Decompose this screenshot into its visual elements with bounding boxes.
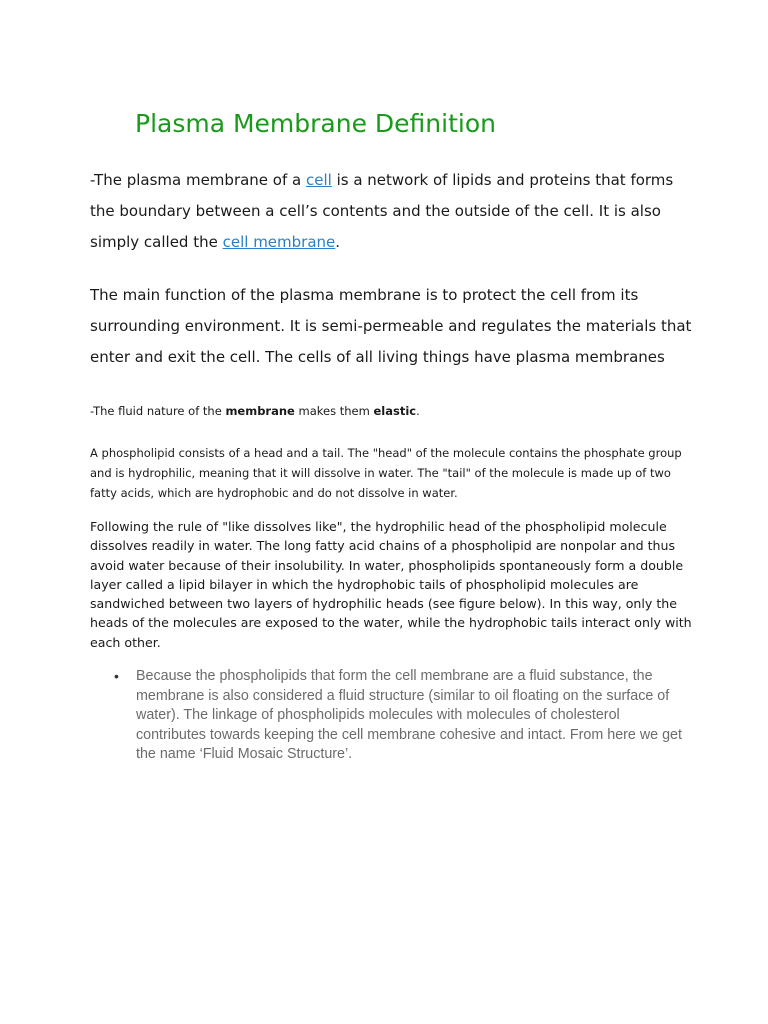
intro-paragraph bbox=[90, 165, 702, 258]
fluid-note bbox=[90, 400, 420, 422]
bullet-list bbox=[90, 667, 690, 765]
fluid-note-suffix: . bbox=[416, 404, 420, 418]
phospholipid-paragraph: A phospholipid consists of a head and a tail. The "head" of the molecule contains the phosphate group and is hydrophilic, meaning that it will dissolve in water. The "tail" of the molecule is made up of two fatty acids, which are hydrophobic and do not dissolve in water. bbox=[90, 446, 682, 500]
intro-prefix: -The plasma membrane of a bbox=[90, 171, 306, 189]
bullet-dot-icon: • bbox=[114, 668, 119, 684]
cell-membrane-link[interactable]: cell membrane bbox=[222, 233, 336, 251]
fluid-note-membrane: membrane bbox=[225, 404, 295, 418]
intro-suffix: . bbox=[335, 233, 341, 251]
bilayer-paragraph: Following the rule of "like dissolves like", the hydrophilic head of the phospholipid molecule dissolves readily in water. The long fatty acid chains of a phospholipid are nonpolar and thus avoid water because of their insolubility. In water, phospholipids spontaneously form a double layer called a lipid bilayer in which the hydrophobic tails of phospholipid molecules are sandwiched between two layers of hydrophilic heads (see figure below). In this way, only the heads of the molecules are exposed to the water, while the hydrophobic tails interact only with each other. bbox=[90, 519, 692, 650]
fluid-note-elastic: elastic bbox=[373, 404, 417, 418]
function-paragraph: The main function of the plasma membrane is to protect the cell from its surrounding environment. It is semi-permeable and regulates the materials that enter and exit the cell. The cells of all living things have plasma membranes bbox=[90, 286, 692, 366]
intro-middle: is a network of lipids and proteins that forms the boundary between a cell’s contents and the outside of the cell. It is also simply called the bbox=[90, 171, 674, 251]
page-title: Plasma Membrane Definition bbox=[135, 109, 496, 138]
fluid-note-prefix: -The fluid nature of the bbox=[90, 404, 226, 418]
fluid-note-middle: makes them bbox=[294, 404, 374, 418]
cell-link[interactable]: cell bbox=[306, 171, 332, 189]
list-item-text: Because the phospholipids that form the cell membrane are a fluid substance, the membrane is also considered a fluid structure (similar to oil floating on the surface of water). The linkage of phospholipids molecules with molecules of cholesterol contributes towards keeping the cell membrane cohesive and intact. From here we get the name ‘Fluid Mosaic Structure’. bbox=[136, 668, 682, 763]
list-item bbox=[90, 667, 690, 765]
